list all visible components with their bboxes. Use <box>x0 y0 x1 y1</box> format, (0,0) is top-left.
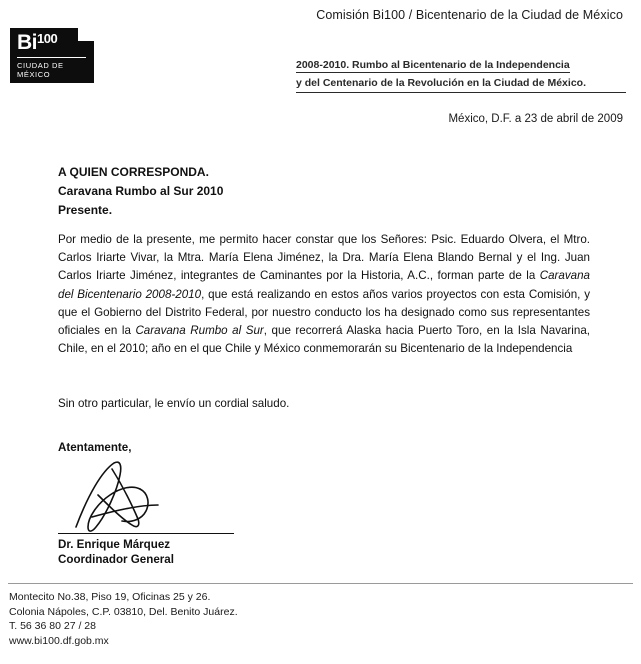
addressee-line-1: A QUIEN CORRESPONDA. <box>58 165 209 179</box>
signer-role: Coordinador General <box>58 553 174 566</box>
campaign-subtitle-line2: y del Centenario de la Revolución en la Ciudad de México. <box>296 76 626 93</box>
body-paragraph-1: Por medio de la presente, me permito hacer constar que los Señores: Psic. Eduardo Olvera, el Mtro. Carlos Iriarte Vivar, la Mtra. María Elena Jiménez, la Dra. María Elena Blando Bernal y el Ing. Juan Carlos Iriarte Jiménez, integrantes de Caminantes por la Historia, A.C., forman parte de la <box>58 233 590 283</box>
logo-divider <box>17 57 86 58</box>
signoff-line: Atentamente, <box>58 441 132 454</box>
campaign-subtitle <box>296 58 626 93</box>
closing-line: Sin otro particular, le envío un cordial saludo. <box>58 397 290 410</box>
footer-address-street: Montecito No.38, Piso 19, Oficinas 25 y 26. <box>9 591 211 603</box>
logo-subtitle: CIUDAD DE MÉXICO <box>17 61 64 79</box>
footer-block <box>9 590 238 648</box>
addressee-block <box>58 163 223 220</box>
signer-block <box>58 537 174 567</box>
date-line: México, D.F. a 23 de abril de 2009 <box>448 113 623 125</box>
body-italic-2: Caravana Rumbo al Sur <box>135 324 264 338</box>
body-paragraph-3: , que recorrerá Alaska hacia Puerto Toro, en la Isla Navarina, Chile, en el 2010; año en el que Chile y México conmemorarán su Bicentenario de la Independencia <box>58 324 590 356</box>
handwritten-signature <box>62 455 242 535</box>
footer-phone: T. 56 36 80 27 / 28 <box>9 620 96 632</box>
document-header-title: Comisión Bi100 / Bicentenario de la Ciudad de México <box>316 8 623 22</box>
letter-body <box>58 231 590 358</box>
body-paragraph-2: , que está realizando en estos años varios proyectos con esta Comisión, y que el Gobierno del Distrito Federal, por nuestro conducto los ha designado como sus representantes oficiales en la <box>58 287 591 338</box>
addressee-line-2: Caravana Rumbo al Sur 2010 <box>58 184 224 198</box>
campaign-subtitle-line1: 2008-2010. Rumbo al Bicentenario de la Independencia <box>296 59 570 71</box>
logo-notch <box>78 28 94 41</box>
body-italic-1: Caravana del Bicentenario 2008-2010 <box>58 269 590 301</box>
footer-divider <box>8 583 633 584</box>
footer-address-colony: Colonia Nápoles, C.P. 03810, Del. Benito Juárez. <box>9 605 238 618</box>
logo-wordmark: Bi$^{100}$ <box>17 31 58 54</box>
signature-rule <box>58 533 234 534</box>
bi100-logo <box>10 28 94 83</box>
addressee-line-3: Presente. <box>58 203 113 217</box>
signer-name: Dr. Enrique Márquez <box>58 538 171 551</box>
footer-website[interactable]: www.bi100.df.gob.mx <box>9 634 109 647</box>
